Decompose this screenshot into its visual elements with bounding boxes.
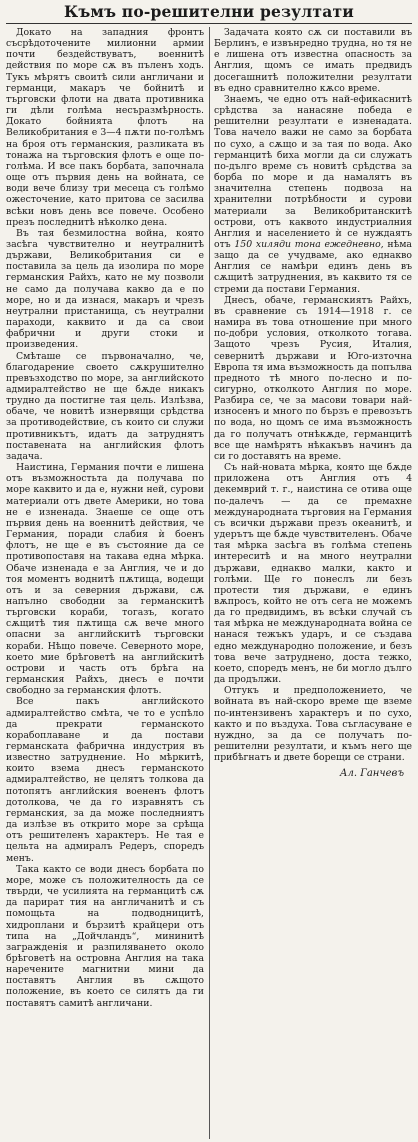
article-title: Къмъ по-решителни резултати [64,2,354,21]
paragraph: Все пакъ английското адмиралтейство смѣта, че то е успѣло да прекрати германското корабоплаване и да постави германската фабрична индустрия въ известно затруднение. Но мѣркитѣ, които взема днесъ германското адмиралтейство, не целятъ толкова да потопятъ английския воененъ флотъ дотолкова, че да го изравнятъ съ германския, за да може последниятъ да излѣзе въ открито море за срѣща отъ решителенъ характеръ. Не тая е цельта на адмиралъ Редеръ, споредъ менъ. [6,696,204,864]
paragraph: Така както се води днесъ борбата по море, може съ положителность да се твърди, че усилията на германцитѣ сѫ да парират тия на англичанитѣ и съ помощьта на подводницитѣ, хидроплани и бързитѣ крайцери отъ типа на „Дойчландъ“, мининитѣ загражденія и разпиляването около брѣговетѣ на островна Англия на така наречените магнитни мини да поставятъ Англия въ сѫщото положение, въ което се силятъ да ги поставятъ самитѣ англичани. [6,863,204,1009]
article-columns [6,27,412,1139]
paragraph [214,94,412,295]
paragraph: Задачата която сѫ си поставили въ Берлинъ, е извънредно трудна, но тя не е лишена отъ известна опасность за Англия, щомъ се имать предвидъ досегашнитѣ положителни резултати въ едно сравнително кѫсо време. [214,27,412,94]
paragraph-text: , нѣма защо да се учудваме, ако еднакво Англия се намѣри единъ день въ сѫщитѣ затруднения, въ каквито тя се стреми да постави Германия. [214,238,412,295]
italic-emphasis: 150 хиляди тона ежедневно [234,238,381,250]
paragraph: Отгукъ и предположението, че войната въ най-скоро време ще вземе по-интензивенъ характеръ и по сухо, както и по въздуха. Това съгласуване е нуждно, за да се получатъ по-решителни резултати, и къмъ него ще прибѣгнатъ и двете борещи се страни. [214,685,412,764]
paragraph: Днесъ, обаче, германскиятъ Райхъ, въ сравнение съ 1914—1918 г. се намира въ това отношение при много по-добри условия, отколкото тогава. Защото чрезъ Русия, Италия, севернитѣ държави и Юго-източна Европа тя има възможность да попълва предното тѣ много по-лесно и по-сигурно, отколкото Англия по море. Разбира се, че за масови товари най-износенъ и много по бързъ е превозътъ по вода, но щомъ се има възможность да го получатъ отнѣкѫде, германцитѣ все ще намѣрятъ нѣкакъвъ начинъ да си го доставятъ на време. [214,294,412,462]
paragraph: Смѣташе се първоначално, че, благодарение своето сѫкрушително превъзходство по море, за английското адмиралтейство не ще бѫде никакъ трудно да постигне тая цель. Излѣзва, обаче, че новитѣ изнервящи срѣдства за противодействие, съ които си служи противникътъ, идатъ да затруднятъ поставената на английския флотъ задача. [6,350,204,462]
right-column [214,27,412,1139]
paragraph: Докато на западния фронтъ съсрѣдоточените милионни армии почти бездействуватъ, военнитѣ действия по море сѫ въ пъленъ ходъ. Тукъ мѣрятъ своитѣ сили англичани и германци, макаръ че бойнитѣ и търговски флоти на двата противника ги дѣли голѣма несъразмѣрность. Докато бойнията флотъ на Великобритания е 3—4 пѫти по-голѣмъ на броя отъ германския, разликата въ тонажа на търговския флотъ е още по-голѣма. И все пакъ борбата, започнала още отъ първия день на войната, се води вече близу три месеца съ голѣмо ожесточение, като притова се засилва всѣки новъ день все повече. Особено презъ последнитѣ нѣколко дена. [6,27,204,228]
left-column [6,27,204,1139]
paragraph: Въ тая безмилостна война, която засѣга чувствително и неутралнитѣ държави, Великобритания си е поставила за цель да изолира по море германския Райхъ, като не му позволи не само да получава какво да е по море, но и да изнася, макаръ и чрезъ неутрални пристанища, съ неутрални параходи, каквито и да са свои фабрични и други стоки и произведения. [6,227,204,351]
author-signature: Ал. Ганчевъ [339,768,404,780]
column-divider [209,27,210,1139]
paragraph: Съ най-новата мѣрка, която ще бѫде приложена отъ Англия отъ 4 декемврий т. г., наистина се отива още по-далечъ — да се премахне международната търговия на Германия съ всички държави презъ океанитѣ, и удерътъ ще бѫде чувствителенъ. Обаче тая мѣрка засѣга въ голѣма степень интереситѣ и на много неутрални държави, еднакво малки, както и голѣми. Ще го понеслъ ли безъ протести тия държави, е единъ вѫпросъ, който не отъ сега не можемъ да го предвидимъ, въ всѣки случай съ тая мѣрка не международната война се нанася тежъкъ ударъ, и се създава едно международно положение, и безъ това вече затруднено, доста тежко, което, споредъ менъ, не би могло дълго да продължи. [214,462,412,686]
title-rule [6,23,412,24]
paragraph-text: Знаемъ, че едно отъ най-ефикаснитѣ срѣдства за нанасяне победа е решителни резултати е изненадата. Това начело важи не само за борбата по сухо, а сѫщо и за тая по вода. Ако германцитѣ биха могли да си служатъ по-дълго време съ новитѣ срѣдства за борба по море и да намалятъ въ значителна степень подвоза на хранителни потрѣбности и сурови материали за Великобританскитѣ острови, отъ каквото индустриалния Англия и населението ѝ се нуждаятъ отъ [214,93,412,250]
paragraph: Наистина, Германия почти е лишена отъ възможностьта да получава по море каквито и да е, нужни ней, сурови материали отъ двете Америки, но това не е изненада. Знаеше се още отъ първия день на военнитѣ действия, че Германия, поради слабия ѝ боенъ флотъ, не ще е въ състояние да се противопоставя на такава една мѣрка. Обаче изненада е за Англия, че и до тоя моментъ воднитѣ пѫтища, водещи отъ и за северния държави, сѫ напълно свободни за германскитѣ търговски кораби, тогазъ, когато сѫщитѣ тия пѫтища сѫ вече много опасни за английскитѣ търговски кораби. Нѣщо повече. Северното море, което мие брѣговетѣ на английскитѣ острови и часть отъ брѣга на германския Райхъ, днесъ е почти свободно за германския флотъ. [6,462,204,697]
